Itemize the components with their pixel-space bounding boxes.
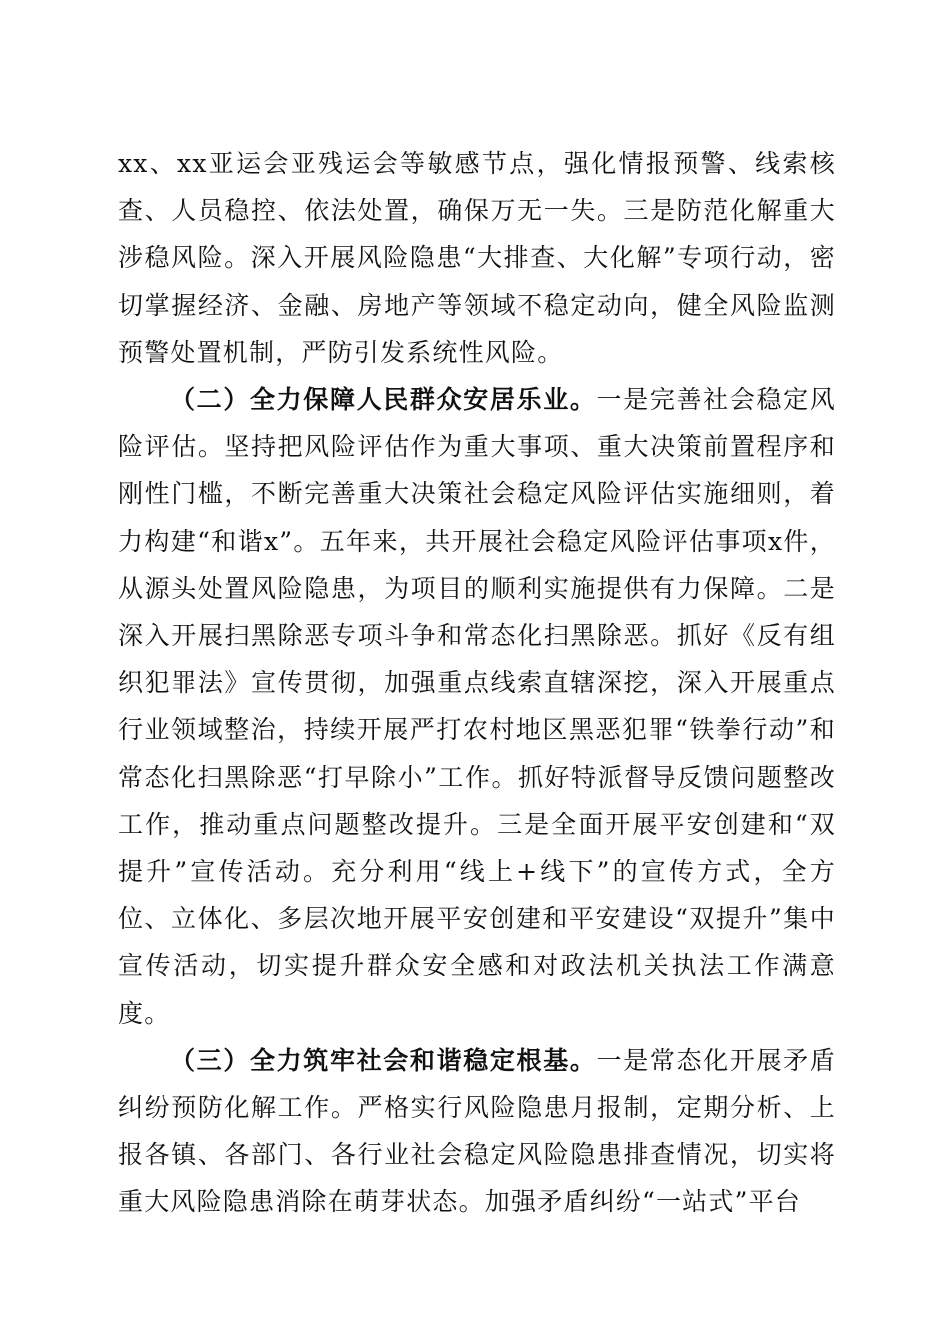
section-heading: （二）全力保障人民群众安居乐业。: [170, 385, 597, 415]
paragraph-section-three: [118, 1037, 836, 1226]
paragraph-continued: [118, 140, 836, 376]
document-page: [118, 140, 836, 1226]
paragraph-body: xx、xx亚运会亚残运会等敏感节点，强化情报预警、线索核查、人员稳控、依法处置，确保万无一失。三是防范化解重大涉稳风险。深入开展风险隐患“大排查、大化解”专项行动，密切掌握经济、金融、房地产等领域不稳定动向，健全风险监测预警处置机制，严防引发系统性风险。: [118, 149, 836, 367]
paragraph-section-two: [118, 376, 836, 1037]
paragraph-body: 一是完善社会稳定风险评估。坚持把风险评估作为重大事项、重大决策前置程序和刚性门槛，不断完善重大决策社会稳定风险评估实施细则，着力构建“和谐x”。五年来，共开展社会稳定风险评估事项x件，从源头处置风险隐患，为项目的顺利实施提供有力保障。二是深入开展扫黑除恶专项斗争和常态化扫黑除恶。抓好《反有组织犯罪法》宣传贯彻，加强重点线索直辖深挖，深入开展重点行业领域整治，持续开展严打农村地区黑恶犯罪“铁拳行动”和常态化扫黑除恶“打早除小”工作。抓好特派督导反馈问题整改工作，推动重点问题整改提升。三是全面开展平安创建和“双提升”宣传活动。充分利用“线上+线下”的宣传方式，全方位、立体化、多层次地开展平安创建和平安建设“双提升”集中宣传活动，切实提升群众安全感和对政法机关执法工作满意度。: [118, 385, 836, 1028]
section-heading: （三）全力筑牢社会和谐稳定根基。: [170, 1045, 597, 1075]
paragraph-body: 一是常态化开展矛盾纠纷预防化解工作。严格实行风险隐患月报制，定期分析、上报各镇、各部门、各行业社会稳定风险隐患排查情况，切实将重大风险隐患消除在萌芽状态。加强矛盾纠纷“一站式”平台: [118, 1045, 836, 1217]
